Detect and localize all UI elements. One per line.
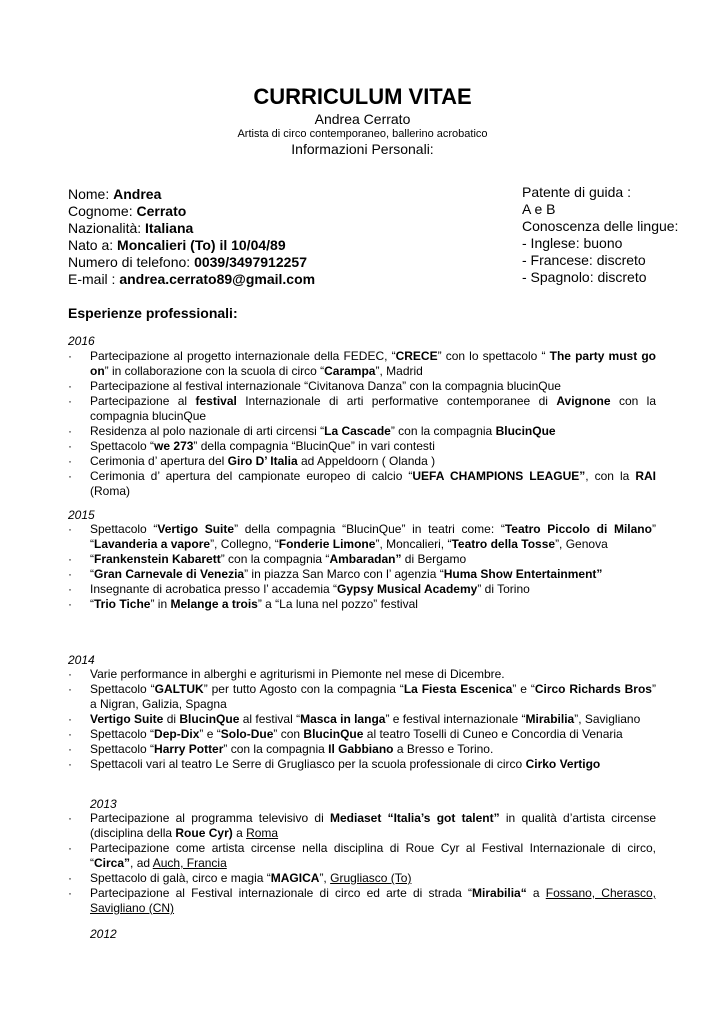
list-item: · Residenza al polo nazionale di arti circensi “La Cascade” con la compagnia BlucinQue <box>68 424 656 439</box>
section-personal-info: Informazioni Personali: <box>291 141 434 157</box>
year-2013: 2013 <box>90 797 117 811</box>
list-item: · Partecipazione al Festival internazionale di circo ed arte di strada “Mirabilia“ a Fossano, Cherasco, Savigliano (CN) <box>68 886 656 916</box>
list-item: · Spettacolo “we 273” della compagnia “BlucinQue” in vari contesti <box>68 439 656 454</box>
list-2015 <box>68 522 656 612</box>
list-2016 <box>68 349 656 499</box>
lingue-label: Conoscenza delle lingue: <box>522 218 679 234</box>
list-item: · Vertigo Suite di BlucinQue al festival “Masca in langa” e festival internazionale “Mirabilia”, Savigliano <box>68 712 656 727</box>
email-row: E-mail : andrea.cerrato89@gmail.com <box>68 271 316 287</box>
list-item: · Partecipazione al progetto internazionale della FEDEC, “CRECE” con lo spettacolo “ The party must go on” in collaborazione con la scuola di circo “Carampa”, Madrid <box>68 349 656 379</box>
list-item: · Spettacolo “Vertigo Suite” della compagnia “BlucinQue” in teatri come: “Teatro Piccolo di Milano” “Lavanderia a vapore”, Collegno, “Fonderie Limone”, Moncalieri, “Teatro della Tosse”, Genova <box>68 522 656 552</box>
person-name: Andrea Cerrato <box>314 111 411 127</box>
year-2015: 2015 <box>68 508 95 522</box>
list-item: · “Trio Tiche” in Melange a trois” a “La luna nel pozzo” festival <box>68 597 656 612</box>
list-item: · Spettacolo “Harry Potter” con la compagnia Il Gabbiano a Bresso e Torino. <box>68 742 656 757</box>
year-2012: 2012 <box>90 927 117 941</box>
year-2014: 2014 <box>68 653 95 667</box>
cognome-row: Cognome: Cerrato <box>68 203 187 219</box>
list-item: · Partecipazione al festival Internazionale di arti performative contemporanee di Avignone con la compagnia blucinQue <box>68 394 656 424</box>
lingua-spagnolo: - Spagnolo: discreto <box>522 269 647 285</box>
list-2013 <box>68 811 656 916</box>
list-item: · Partecipazione al programma televisivo di Mediaset “Italia’s got talent” in qualità d’artista circense (disciplina della Roue Cyr) a Roma <box>68 811 656 841</box>
list-item: · Varie performance in alberghi e agriturismi in Piemonte nel mese di Dicembre. <box>68 667 656 682</box>
list-2014 <box>68 667 656 772</box>
personal-info <box>68 186 315 288</box>
list-item: · Partecipazione al festival internazionale “Civitanova Danza” con la compagnia blucinQue <box>68 379 656 394</box>
list-item: · Partecipazione come artista circense nella disciplina di Roue Cyr al Festival Internazionale di circo, “Circa”, ad Auch, Francia <box>68 841 656 871</box>
document-title: CURRICULUM VITAE <box>253 84 472 109</box>
nome-row: Nome: Andrea <box>68 186 162 202</box>
nazionalita-row: Nazionalità: Italiana <box>68 220 194 236</box>
list-item: · Insegnante di acrobatica presso l’ accademia “Gypsy Musical Academy” di Torino <box>68 582 656 597</box>
lingua-inglese: - Inglese: buono <box>522 235 623 251</box>
list-item: · Spettacolo “Dep-Dix” e “Solo-Due” con BlucinQue al teatro Toselli di Cuneo e Concordia di Venaria <box>68 727 656 742</box>
telefono-row: Numero di telefono: 0039/3497912257 <box>68 254 307 270</box>
patente-value: A e B <box>522 201 556 217</box>
year-2016: 2016 <box>68 334 95 348</box>
list-item: · Cerimonia d’ apertura del campionate europeo di calcio “UEFA CHAMPIONS LEAGUE”, con la RAI (Roma) <box>68 469 656 499</box>
experience-title: Esperienze professionali: <box>68 305 238 321</box>
nato-row: Nato a: Moncalieri (To) il 10/04/89 <box>68 237 286 253</box>
patente-label: Patente di guida : <box>522 184 631 200</box>
list-item: · Spettacolo di galà, circo e magia “MAGICA”, Grugliasco (To) <box>68 871 656 886</box>
list-item: · “Gran Carnevale di Venezia” in piazza San Marco con l’ agenzia “Huma Show Entertainment” <box>68 567 656 582</box>
lingua-francese: - Francese: discreto <box>522 252 646 268</box>
list-item: · Cerimonia d’ apertura del Giro D’ Italia ad Appeldoorn ( Olanda ) <box>68 454 656 469</box>
list-item: · Spettacoli vari al teatro Le Serre di Grugliasco per la scuola professionale di circo Cirko Vertigo <box>68 757 656 772</box>
list-item: · “Frankenstein Kabarett” con la compagnia “Ambaradan” di Bergamo <box>68 552 656 567</box>
person-role: Artista di circo contemporaneo, ballerino acrobatico <box>237 128 488 140</box>
list-item: · Spettacolo “GALTUK” per tutto Agosto con la compagnia “La Fiesta Escenica” e “Circo Richards Bros” a Nigran, Galizia, Spagna <box>68 682 656 712</box>
licenses-languages <box>522 184 678 286</box>
